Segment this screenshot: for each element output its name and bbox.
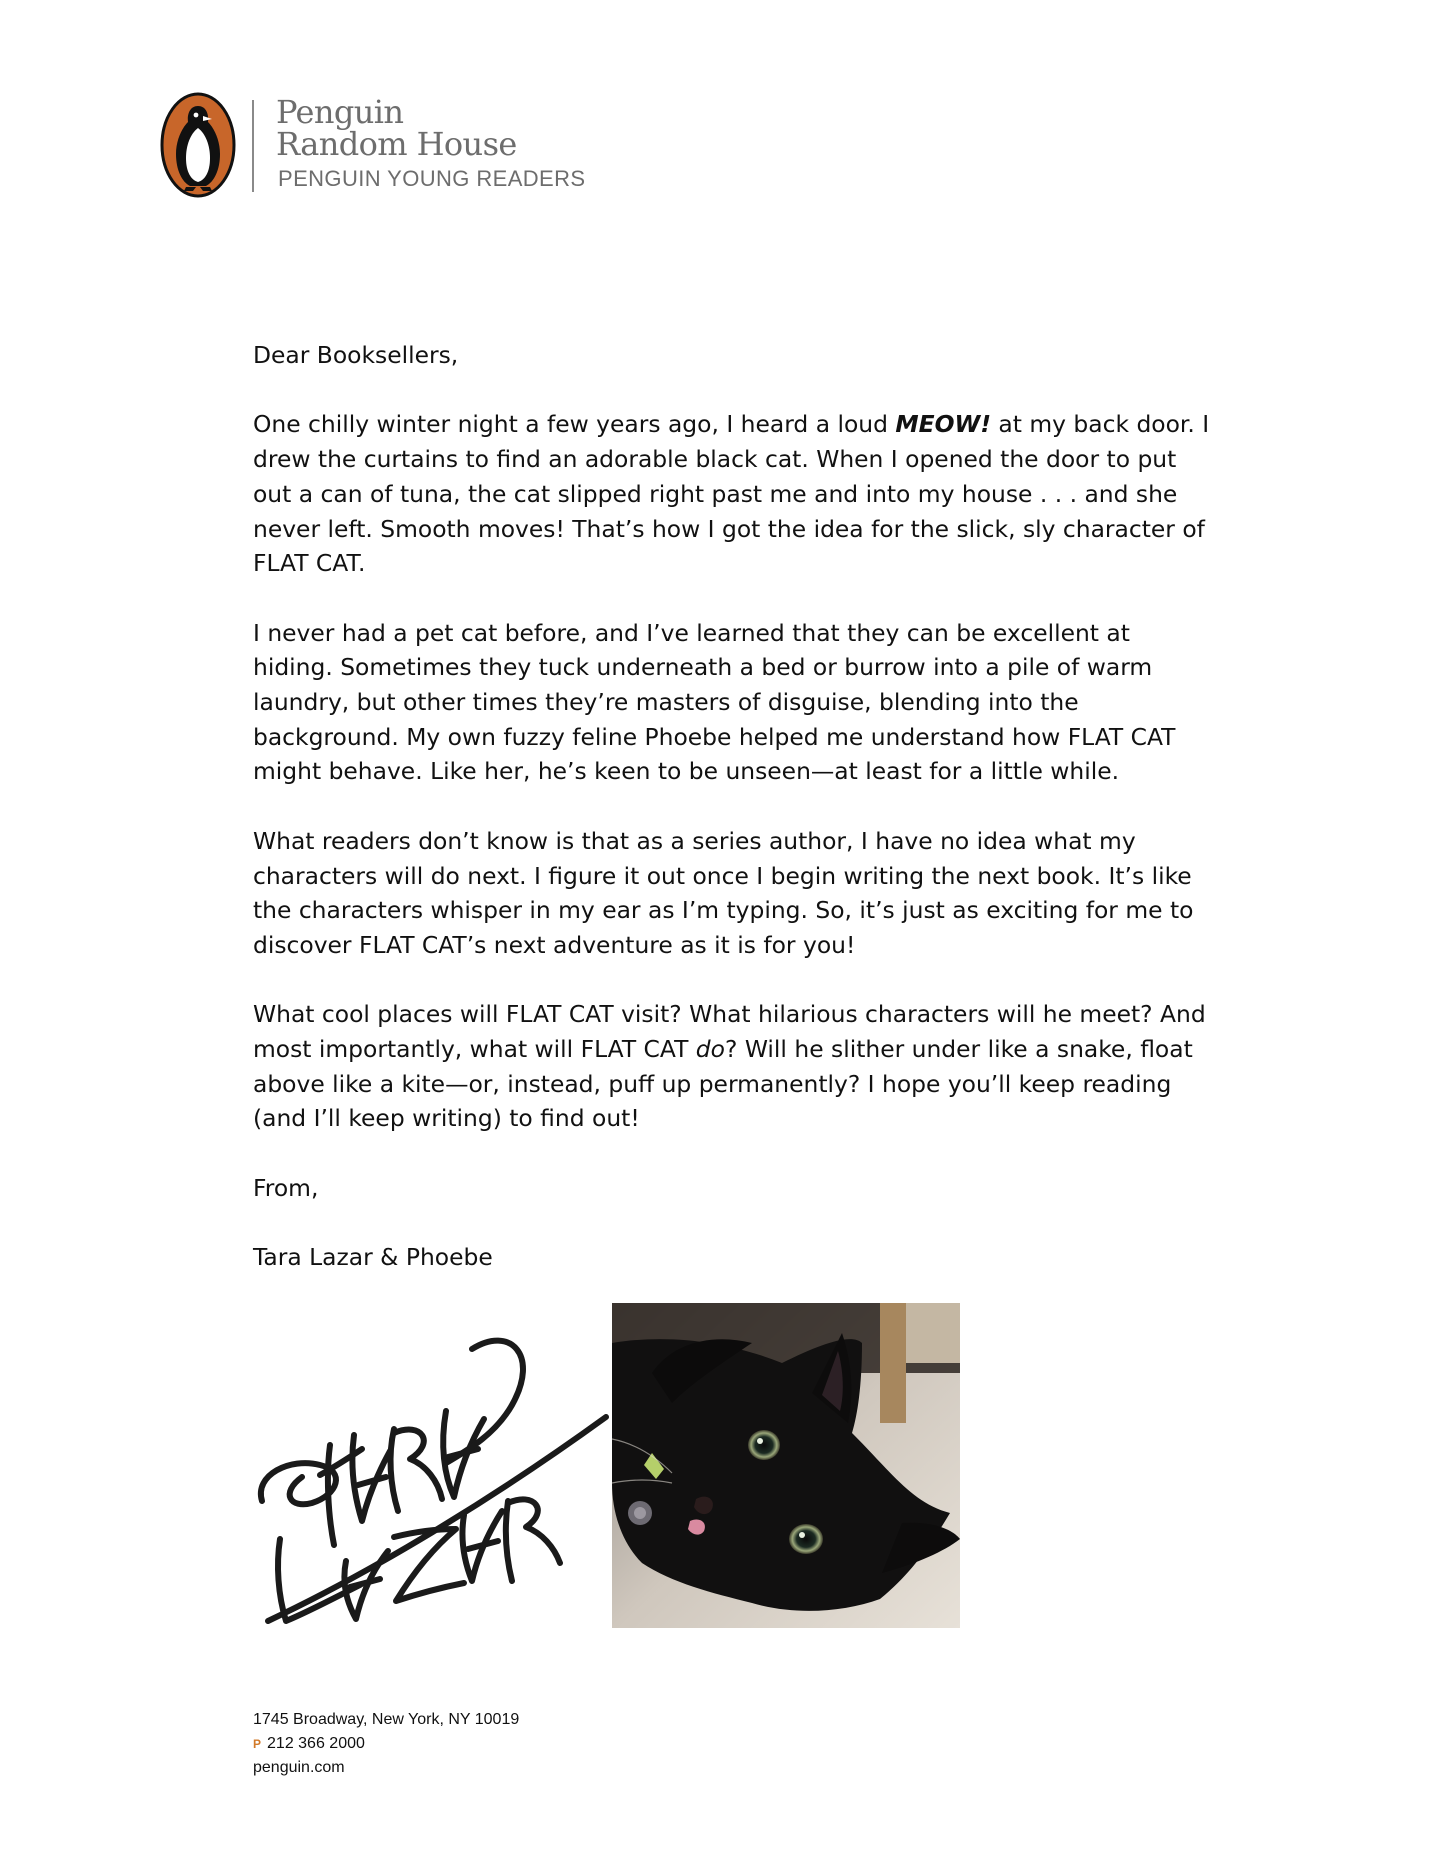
meow-emphasis: MEOW! <box>895 410 991 439</box>
penguin-logo-icon <box>160 92 236 198</box>
footer-address: 1745 Broadway, New York, NY 10019 <box>253 1711 520 1728</box>
footer-phone-line <box>253 1732 519 1756</box>
closing: From, <box>253 1173 319 1202</box>
paragraph-2: I never had a pet cat before, and I’ve learned that they can be excellent at hiding. Sometimes they tuck underneath a bed or burrow into a pile of warm laundry, but other times they’re masters of disguise, blending into the background. My own fuzzy feline Phoebe helped me understand how FLAT CAT might behave. Like her, he’s keen to be unseen—at least for a little while. <box>253 618 1176 786</box>
cat-photo <box>612 1303 960 1628</box>
salutation: Dear Booksellers, <box>253 341 459 369</box>
do-emphasis: do <box>695 1035 725 1063</box>
imprint-name: PENGUIN YOUNG READERS <box>278 166 586 191</box>
paragraph-4-start: What cool places will FLAT CAT visit? What hilarious characters will he meet? And most importantly, what will FLAT CAT <box>253 1000 1206 1063</box>
phone-label: P <box>253 1737 262 1751</box>
paragraph-1-start: One chilly winter night a few years ago, I heard a loud <box>253 410 896 439</box>
brand-name-line1: Penguin <box>276 93 404 131</box>
brand-name-line2: Random House <box>276 125 517 163</box>
letterhead-divider <box>252 100 254 192</box>
paragraph-1-end: at my back door. I drew the curtains to find an adorable black cat. When I opened the door to put out a can of tuna, the cat slipped right past me and into my house . . . and she never left. Smooth moves! That’s how I got the idea for the slick, sly character of FLAT CAT. <box>253 410 1210 578</box>
paragraph-4-end: ? Will he slither under like a snake, float above like a kite—or, instead, puff up permanently? I hope you’ll keep reading (and I’ll keep writing) to find out! <box>253 1035 1193 1133</box>
paragraph-3: What readers don’t know is that as a series author, I have no idea what my characters will do next. I figure it out once I begin writing the next book. It’s like the characters whisper in my ear as I’m typing. So, it’s just as exciting for me to discover FLAT CAT’s next adventure as it is for you! <box>253 826 1194 959</box>
signoff: Tara Lazar & Phoebe <box>253 1243 493 1272</box>
footer-website: penguin.com <box>253 1759 345 1776</box>
letter-body <box>253 338 1213 1310</box>
footer-phone: 212 366 2000 <box>267 1735 365 1752</box>
letterhead <box>160 92 620 202</box>
handwritten-signature <box>250 1325 610 1637</box>
paragraph-1 <box>253 407 1213 581</box>
footer <box>253 1708 519 1780</box>
paragraph-4 <box>253 997 1213 1136</box>
